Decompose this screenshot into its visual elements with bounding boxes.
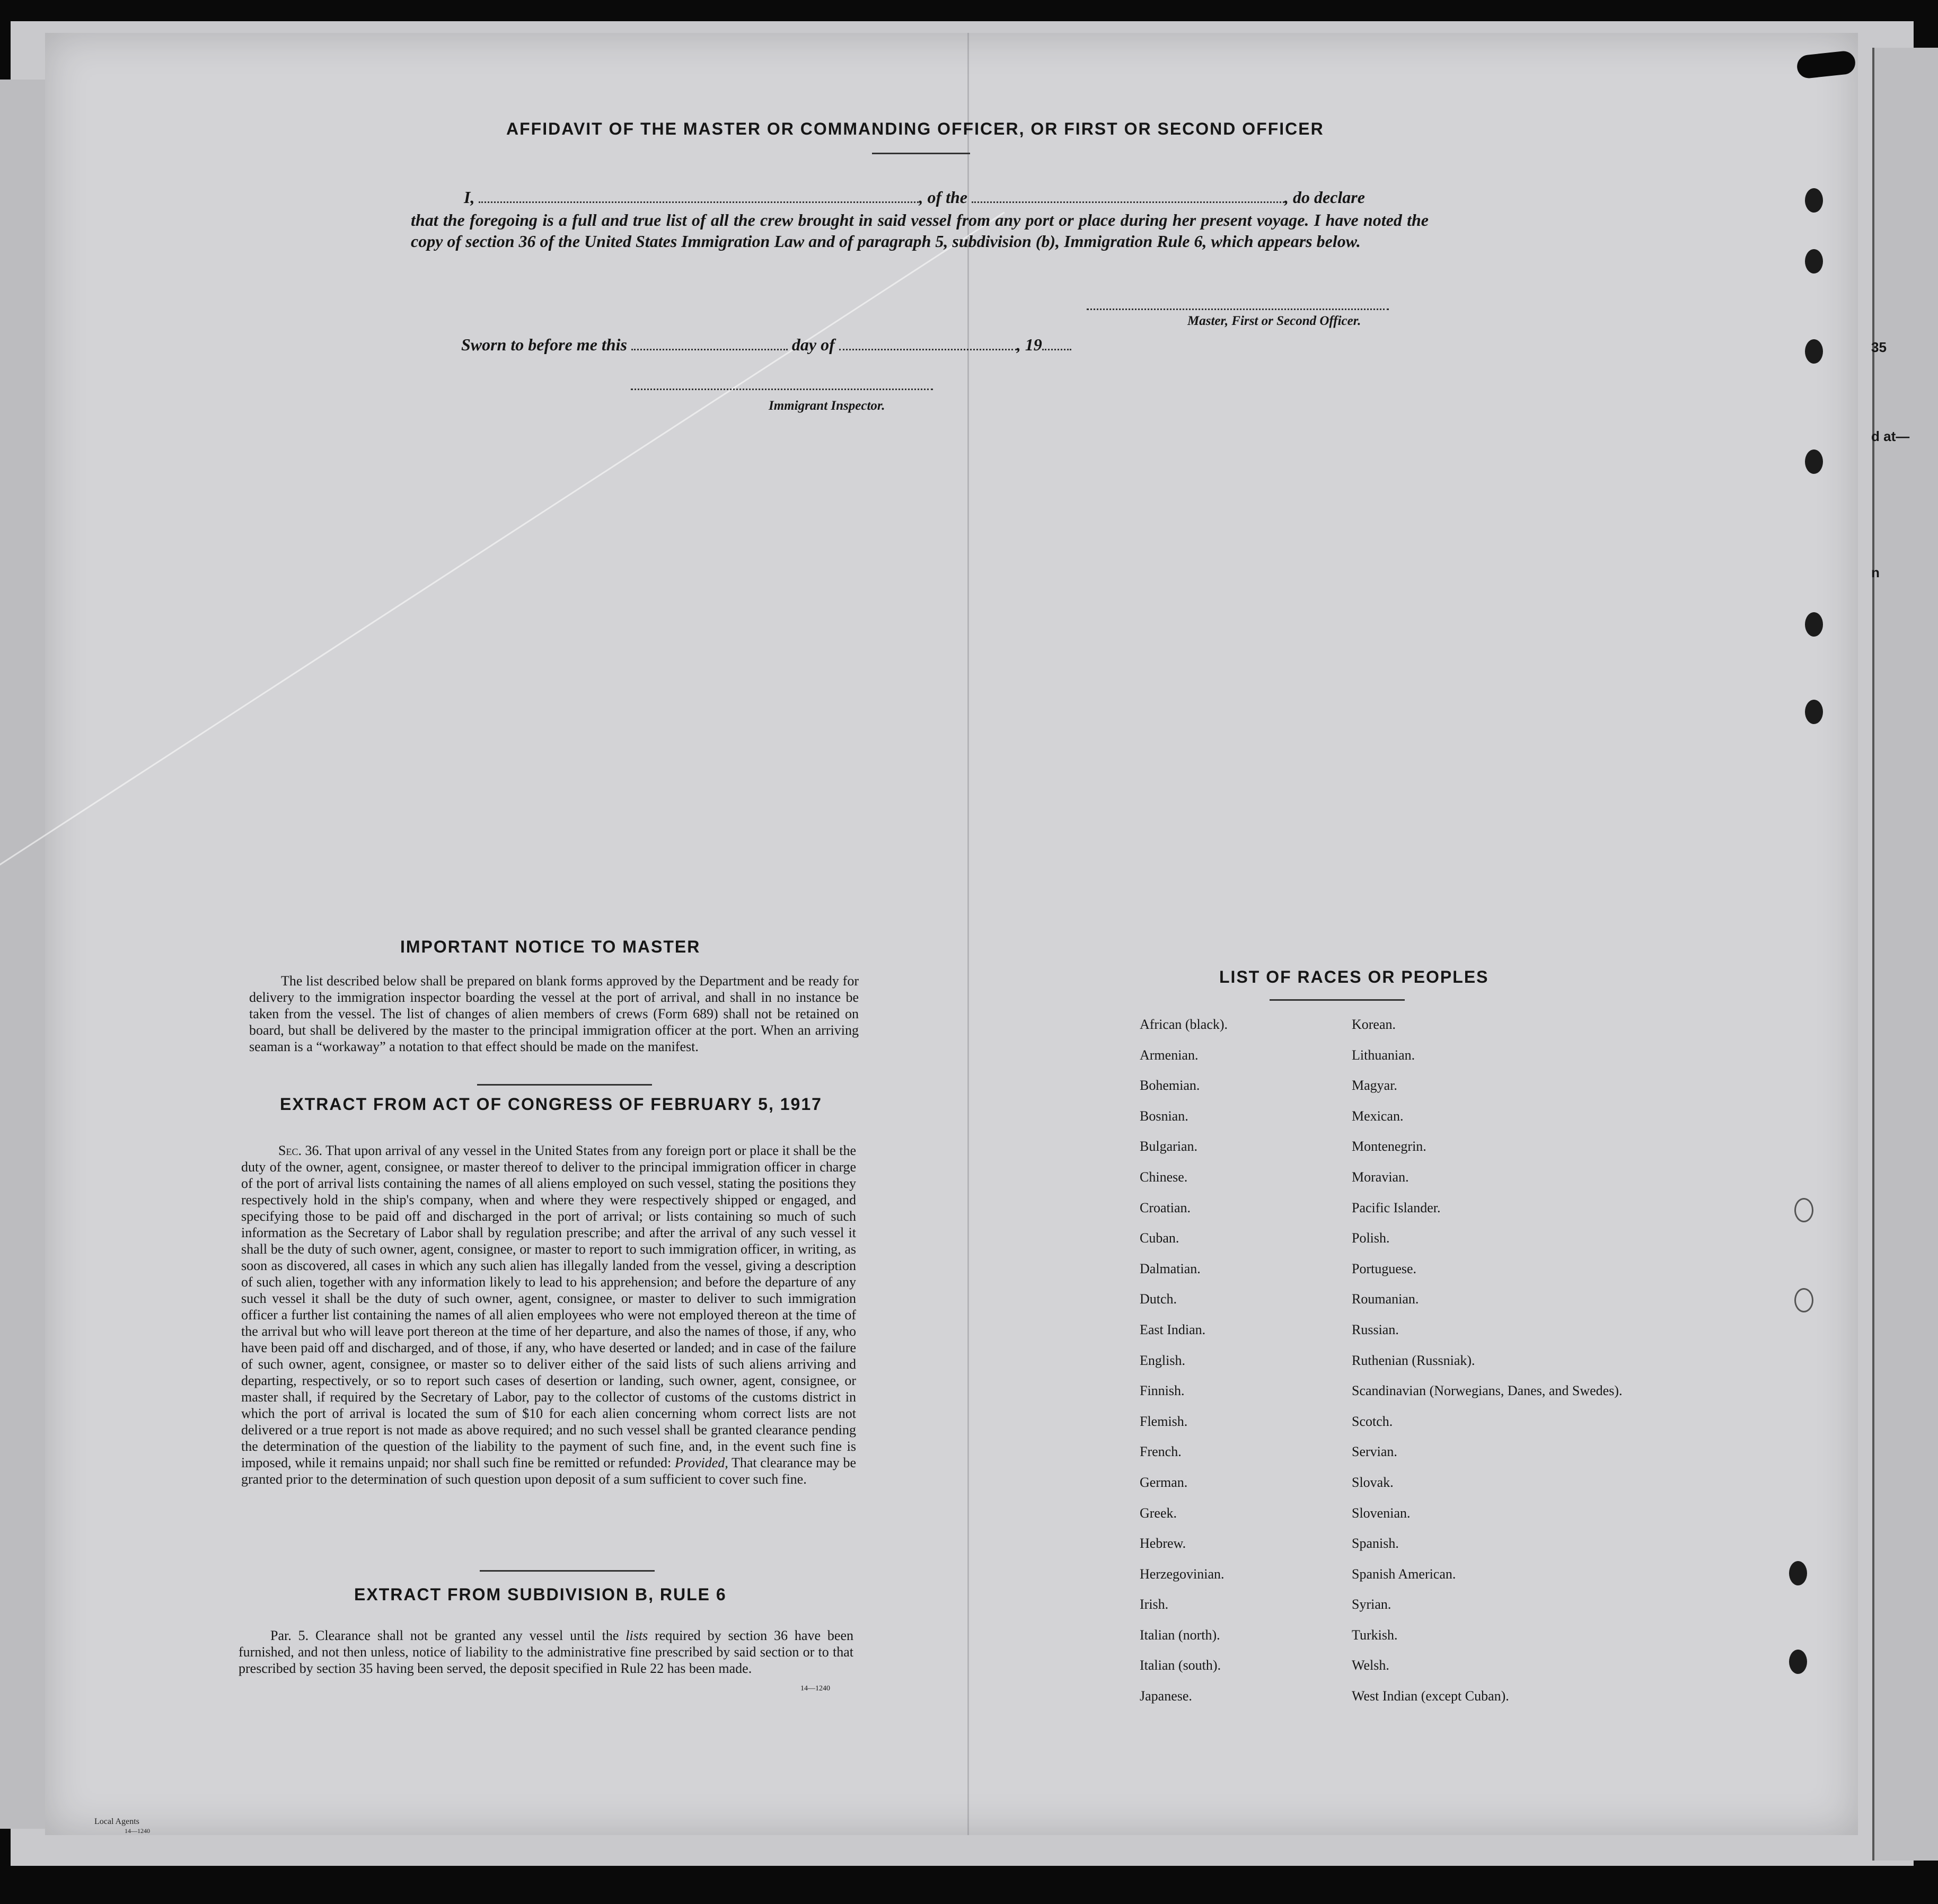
paragraph-label: Par. 5. — [270, 1628, 309, 1643]
race-item: Bohemian. — [1140, 1078, 1200, 1094]
race-item: Bulgarian. — [1140, 1139, 1198, 1154]
bottom-note: Local Agents — [94, 1817, 139, 1826]
race-item: Finnish. — [1140, 1383, 1185, 1399]
punch-hole — [1805, 339, 1823, 364]
paragraph-body-end: required by section 36 have been furnished, and not then unless, notice of liability to the administrative fine prescribed by said section or to that prescribed by section 35 having been served, the deposit specified in Rule 22 has been made. — [239, 1628, 853, 1676]
notice-title: IMPORTANT NOTICE TO MASTER — [400, 937, 701, 956]
race-item: German. — [1140, 1474, 1188, 1490]
race-item: Roumanian. — [1352, 1291, 1419, 1307]
race-item: Slovak. — [1352, 1474, 1394, 1490]
section-label: Sec. 36. — [278, 1143, 323, 1158]
paragraph-5-text — [239, 1627, 853, 1677]
section-36-text — [241, 1142, 856, 1487]
punch-hole — [1789, 1650, 1807, 1674]
race-item: Italian (south). — [1140, 1658, 1221, 1673]
act-extract-title: EXTRACT FROM ACT OF CONGRESS OF FEBRUARY 5, 1917 — [280, 1095, 822, 1114]
fold-crease — [967, 33, 969, 1835]
punch-hole — [1805, 249, 1823, 274]
race-item: Flemish. — [1140, 1413, 1188, 1429]
bleed-text-35: 35 — [1871, 339, 1887, 355]
race-item: Armenian. — [1140, 1047, 1199, 1063]
left-page-edge — [0, 80, 49, 1829]
declare-label: , do declare — [1284, 188, 1365, 207]
punch-hole — [1805, 700, 1823, 724]
races-rule — [1270, 999, 1405, 1001]
rule-extract-title: EXTRACT FROM SUBDIVISION B, RULE 6 — [354, 1585, 727, 1604]
race-item: French. — [1140, 1444, 1182, 1460]
i-label: I, — [464, 188, 475, 207]
race-item: Scandinavian (Norwegians, Danes, and Swedes). — [1352, 1383, 1623, 1399]
punch-hole — [1805, 188, 1823, 213]
race-item: Hebrew. — [1140, 1536, 1186, 1552]
race-item: Cuban. — [1140, 1230, 1179, 1246]
day-of-label: day of — [791, 335, 835, 354]
vessel-blank — [972, 186, 1284, 203]
affidavit-declaration-line — [464, 186, 1429, 207]
race-item: Moravian. — [1352, 1169, 1409, 1185]
bleed-text-at: d at— — [1871, 428, 1910, 444]
of-the-label: , of the — [919, 188, 967, 207]
right-page-edge — [1872, 48, 1938, 1861]
race-item: Herzegovinian. — [1140, 1566, 1225, 1582]
race-item: Ruthenian (Russniak). — [1352, 1352, 1475, 1368]
races-left-column — [1140, 1017, 1228, 1719]
race-item: Spanish American. — [1352, 1566, 1456, 1582]
year-blank — [1042, 333, 1071, 350]
race-item: Dutch. — [1140, 1291, 1177, 1307]
provided-word: Provided, — [674, 1455, 728, 1470]
affidavit-body: that the foregoing is a full and true list of all the crew brought in said vessel from any port or place during her present voyage. I have noted the copy of section 36 of the United States Immigration Law and of paragraph 5, subdivision (b), Immigration Rule 6, which appears below. — [411, 210, 1429, 251]
race-item: Welsh. — [1352, 1658, 1389, 1673]
race-item: Japanese. — [1140, 1688, 1192, 1704]
race-item: Italian (north). — [1140, 1627, 1220, 1643]
race-item: Lithuanian. — [1352, 1047, 1415, 1063]
race-item: Scotch. — [1352, 1413, 1393, 1429]
race-item: Bosnian. — [1140, 1108, 1188, 1124]
year-label: , 19 — [1016, 335, 1042, 354]
notice-rule — [477, 1084, 652, 1086]
race-item: Servian. — [1352, 1444, 1397, 1460]
name-blank — [479, 186, 919, 203]
races-title: LIST OF RACES OR PEOPLES — [1219, 967, 1489, 986]
race-item: Syrian. — [1352, 1597, 1391, 1612]
race-item: Portuguese. — [1352, 1260, 1417, 1276]
race-item: Russian. — [1352, 1321, 1399, 1337]
master-signature-line — [1087, 308, 1389, 310]
master-signature-label: Master, First or Second Officer. — [1187, 314, 1361, 328]
punch-hole — [1805, 612, 1823, 637]
sworn-line — [461, 333, 1071, 355]
sworn-label: Sworn to before me this — [461, 335, 627, 354]
race-item: Polish. — [1352, 1230, 1390, 1246]
punch-hole — [1805, 449, 1823, 474]
inspector-label: Immigrant Inspector. — [769, 399, 885, 413]
notice-body: The list described below shall be prepared on blank forms approved by the Department and be ready for delivery to the immigration inspector boarding the vessel at the port of arrival, and shall in no instance be taken from the vessel. The list of changes of alien members of crews (Form 689) shall not be retained on board, but shall be delivered by the master to the principal immigration officer at the port. When an arriving seaman is a “workaway” a notation to that effect should be made on the manifest. — [249, 973, 859, 1054]
race-item: Chinese. — [1140, 1169, 1188, 1185]
race-item: Greek. — [1140, 1505, 1177, 1521]
race-item: Mexican. — [1352, 1108, 1404, 1124]
inspector-signature-line — [631, 389, 933, 390]
form-number: 14—1240 — [800, 1685, 830, 1693]
race-item: Montenegrin. — [1352, 1139, 1426, 1154]
race-item: East Indian. — [1140, 1321, 1206, 1337]
race-item: African (black). — [1140, 1017, 1228, 1032]
bleed-text-n: n — [1871, 565, 1880, 580]
section-body-end: That clearance may be granted prior to the determination of such question upon deposit of a sum sufficient to cover such fine. — [241, 1455, 857, 1487]
paper-crease — [0, 211, 1005, 877]
race-item: West Indian (except Cuban). — [1352, 1688, 1509, 1704]
paragraph-body: Clearance shall not be granted any vessel until the — [315, 1628, 619, 1643]
act-rule — [480, 1570, 655, 1572]
punch-hole — [1794, 1288, 1813, 1312]
race-item: Croatian. — [1140, 1200, 1191, 1215]
race-item: English. — [1140, 1352, 1185, 1368]
affidavit-title: AFFIDAVIT OF THE MASTER OR COMMANDING OFFICER, OR FIRST OR SECOND OFFICER — [506, 119, 1324, 138]
race-item: Slovenian. — [1352, 1505, 1411, 1521]
title-rule — [872, 153, 970, 154]
day-blank — [631, 333, 788, 350]
punch-hole — [1789, 1561, 1807, 1585]
section-body: That upon arrival of any vessel in the United States from any foreign port or place it shall be the duty of the owner, agent, consignee, or master thereof to deliver to the principal immigration officer in charge of the port of arrival lists containing the names of all aliens employed on such vessel, stating the positions they respectively hold in the ship's company, when and where they were respectively shipped or engaged, and specifying those to be paid off and discharged in the port of arrival; or lists containing so much of such information as the Secretary of Labor shall by regulation prescribe; and after the arrival of any such vessel it shall be the duty of such owner, agent, consignee, or master to report to such immigration officer, in writing, as soon as discovered, all cases in which any such alien has illegally landed from the vessel, giving a description of such alien, together with any information likely to lead to his apprehension; and before the departure of any such vessel it shall be the duty of such owner, agent, consignee, or master to deliver to such immigration officer a further list containing the names of all alien employees who were not employed thereon at the time of the arrival but who will leave port thereon at the time of her departure, and also the names of those, if any, who have been paid off and discharged, and of those, if any, who have deserted or landed; and in case of the failure of such owner, agent, consignee, or master so to deliver either of the said lists of such aliens arriving and departing, respectively, or so to report such cases of desertion or landing, such owner, agent, consignee, or master shall, if required by the Secretary of Labor, pay to the collector of customs of the customs district in which the port of arrival is located the sum of $10 for each alien concerning whom correct lists are not delivered or a true report is not made as above required; and no such vessel shall be granted clearance pending the determination of the question of the liability to the payment of such fine, and, in the event such fine is imposed, while it remains unpaid; nor shall such fine be remitted or refunded: — [241, 1143, 857, 1470]
month-blank — [839, 333, 1017, 350]
lists-word: lists — [626, 1628, 648, 1643]
race-item: Pacific Islander. — [1352, 1200, 1441, 1215]
race-item: Dalmatian. — [1140, 1260, 1201, 1276]
race-item: Irish. — [1140, 1597, 1169, 1612]
race-item: Magyar. — [1352, 1078, 1397, 1094]
bottom-form-number: 14—1240 — [125, 1827, 150, 1835]
races-right-column — [1352, 1017, 1622, 1719]
race-item: Turkish. — [1352, 1627, 1398, 1643]
punch-hole — [1794, 1198, 1813, 1222]
race-item: Korean. — [1352, 1017, 1396, 1032]
race-item: Spanish. — [1352, 1536, 1399, 1552]
